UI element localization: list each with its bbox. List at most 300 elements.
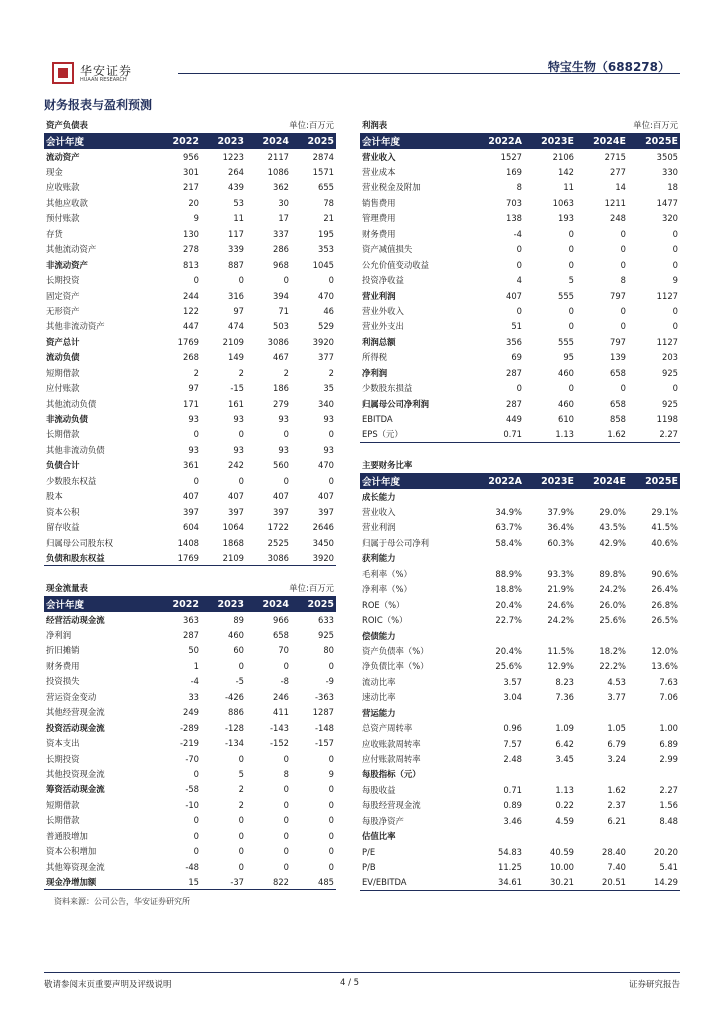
cell-value: 277: [610, 167, 626, 178]
column-header-year: 2023: [201, 596, 246, 611]
row-label: 利润总额: [362, 336, 396, 347]
row-label: 应付账款周转率: [362, 754, 421, 765]
column-header-year: 2022A: [472, 133, 524, 148]
cell-value: 138: [506, 213, 522, 224]
cell-value: 29.0%: [599, 507, 626, 518]
cell-value: 244: [183, 290, 199, 301]
cell-value: 320: [662, 213, 678, 224]
cell-value: 529: [318, 321, 334, 332]
table-title-row: [44, 118, 336, 133]
table-title-row: [44, 581, 336, 596]
cell-value: -37: [201, 874, 246, 889]
cell-value: 0: [283, 830, 289, 841]
table-row: [44, 242, 336, 257]
row-label: 无形资产: [46, 305, 80, 316]
cell-value: 658: [610, 398, 626, 409]
cell-value: 58.4%: [495, 537, 522, 548]
cell-value: 658: [273, 630, 289, 641]
row-label: 负债和股东权益: [44, 550, 156, 565]
table-row: [360, 303, 680, 318]
cell-value: 5: [238, 768, 244, 779]
cell-value: 1223: [222, 151, 244, 162]
table-row: [44, 843, 336, 858]
cell-value: 15: [156, 874, 201, 889]
cell-value: 356: [506, 336, 522, 347]
column-header-year: 2022: [156, 596, 201, 611]
row-label: 归属母公司净利润: [362, 398, 429, 409]
cell-value: [576, 705, 628, 720]
cell-value: 925: [662, 367, 678, 378]
cell-value: 1527: [500, 151, 522, 162]
table-row: [360, 411, 680, 426]
table-row: [360, 365, 680, 380]
cell-value: 3086: [246, 550, 291, 565]
cell-value: 34.9%: [495, 507, 522, 518]
table-title: 现金流量表: [44, 581, 246, 596]
cell-value: 503: [273, 321, 289, 332]
column-header-year: 2025E: [628, 133, 680, 148]
cell-value: 0: [620, 259, 626, 270]
table-row: [44, 627, 336, 642]
cell-value: 1769: [177, 336, 199, 347]
cell-value: 287: [506, 398, 522, 409]
cell-value: 4: [516, 275, 522, 286]
cell-value: 330: [662, 167, 678, 178]
cell-value: 54.83: [498, 846, 522, 857]
cell-value: 3450: [312, 537, 334, 548]
cell-value: 0: [568, 321, 574, 332]
cell-value: 703: [506, 197, 522, 208]
cell-value: 0: [238, 429, 244, 440]
cell-value: 361: [183, 460, 199, 471]
cell-value: 968: [273, 259, 289, 270]
cell-value: 0: [283, 275, 289, 286]
table-row: [44, 458, 336, 473]
cell-value: -9: [325, 676, 334, 687]
cell-value: 287: [506, 367, 522, 378]
table-row: [44, 350, 336, 365]
row-label: 其他非流动负债: [46, 444, 105, 455]
row-label: 营业成本: [362, 167, 396, 178]
cell-value: 78: [323, 197, 334, 208]
row-label: 资本支出: [46, 738, 80, 749]
cell-value: 0: [193, 475, 199, 486]
row-label: ROE（%）: [362, 599, 405, 610]
row-label: 偿债能力: [362, 630, 396, 641]
cell-value: 89: [233, 614, 244, 625]
financial-ratios-table: [360, 458, 680, 891]
cell-value: 71: [278, 305, 289, 316]
cell-value: -4: [513, 228, 522, 239]
table-row: [360, 736, 680, 751]
cell-value: 122: [183, 305, 199, 316]
cell-value: 353: [318, 244, 334, 255]
cell-value: 8: [620, 275, 626, 286]
column-header-year: 2024E: [576, 473, 628, 488]
cell-value: 1.56: [659, 800, 678, 811]
row-label: 其他非流动资产: [46, 321, 105, 332]
row-label: 财务费用: [46, 660, 80, 671]
cell-value: 142: [558, 167, 574, 178]
cell-value: 24.2%: [599, 584, 626, 595]
table-row: [44, 195, 336, 210]
cell-value: 460: [228, 630, 244, 641]
cell-value: 797: [610, 290, 626, 301]
cell-value: 21: [323, 213, 334, 224]
cell-value: 407: [183, 491, 199, 502]
cell-value: 278: [183, 244, 199, 255]
cell-value: 1.13: [555, 784, 574, 795]
cell-value: [472, 767, 524, 782]
cell-value: 0: [672, 305, 678, 316]
cell-value: 4.59: [555, 815, 574, 826]
cell-value: 20: [188, 197, 199, 208]
cell-value: 36.4%: [547, 522, 574, 533]
column-header-year: 2024: [246, 133, 291, 148]
cell-value: [576, 829, 628, 844]
cell-value: 555: [558, 336, 574, 347]
cell-value: 813: [183, 259, 199, 270]
table-unit: 单位:百万元: [246, 581, 336, 596]
cell-value: 217: [183, 182, 199, 193]
cell-value: 286: [273, 244, 289, 255]
table-row: [360, 782, 680, 797]
table-row: [360, 164, 680, 179]
cell-value: -134: [224, 738, 244, 749]
cell-value: 339: [228, 244, 244, 255]
row-label: 应收账款: [46, 182, 80, 193]
balance-sheet-table: [44, 118, 336, 566]
cell-value: [576, 767, 628, 782]
cell-value: 17: [278, 213, 289, 224]
table-row: [44, 272, 336, 287]
cell-value: 887: [228, 259, 244, 270]
cell-value: 97: [188, 383, 199, 394]
cell-value: 12.0%: [651, 645, 678, 656]
page-number: 4 / 5: [340, 978, 360, 988]
row-label: 少数股东权益: [46, 475, 97, 486]
table-row: [44, 519, 336, 534]
cell-value: [576, 489, 628, 504]
table-row: [360, 705, 680, 720]
row-label: 流动负债: [46, 352, 80, 363]
cell-value: 93.3%: [547, 568, 574, 579]
cell-value: 407: [506, 290, 522, 301]
table-row: [44, 411, 336, 426]
table-row: [44, 859, 336, 874]
table-row: [44, 380, 336, 395]
cell-value: -148: [314, 722, 334, 733]
cell-value: -219: [179, 738, 199, 749]
cell-value: 0: [238, 861, 244, 872]
cell-value: 407: [318, 491, 334, 502]
table-row: [360, 288, 680, 303]
cell-value: 20.4%: [495, 645, 522, 656]
cell-value: 604: [183, 522, 199, 533]
cell-value: 340: [318, 398, 334, 409]
cell-value: 0: [193, 830, 199, 841]
table-title-row: [360, 458, 680, 473]
cell-value: 0: [193, 846, 199, 857]
cell-value: 0: [568, 305, 574, 316]
row-label: 长期借款: [46, 815, 80, 826]
cell-value: 0: [238, 275, 244, 286]
cell-value: 1045: [312, 259, 334, 270]
table-row: [44, 489, 336, 504]
cell-value: [472, 489, 524, 504]
row-label: 其他流动负债: [46, 398, 97, 409]
table-row: [360, 504, 680, 519]
cell-value: 0.71: [472, 427, 524, 442]
table-row: [44, 442, 336, 457]
cell-value: -363: [314, 691, 334, 702]
cell-value: 3.57: [503, 676, 522, 687]
cell-value: [524, 829, 576, 844]
cell-value: 0: [193, 429, 199, 440]
table-header-row: [360, 133, 680, 148]
row-label: 营业利润: [362, 522, 396, 533]
row-label: 公允价值变动收益: [362, 259, 429, 270]
cell-value: 1: [193, 660, 199, 671]
column-header-year: 2025: [291, 596, 336, 611]
cell-value: 0: [620, 383, 626, 394]
cell-value: 0: [328, 429, 334, 440]
cell-value: 80: [323, 645, 334, 656]
cell-value: 966: [273, 614, 289, 625]
cell-value: 2.48: [503, 754, 522, 765]
cell-value: [576, 551, 628, 566]
cell-value: 467: [273, 352, 289, 363]
cell-value: 394: [273, 290, 289, 301]
cell-value: 11.25: [498, 862, 522, 873]
cell-value: 610: [558, 414, 574, 425]
cell-value: 0: [568, 228, 574, 239]
table-row: [44, 643, 336, 658]
table-row: [44, 535, 336, 550]
cell-value: 0: [672, 383, 678, 394]
cell-value: 12.9%: [547, 661, 574, 672]
table-title: 主要财务比率: [360, 458, 576, 473]
row-label: 非流动资产: [46, 259, 88, 270]
table-row: [360, 180, 680, 195]
cell-value: 18.8%: [495, 584, 522, 595]
cell-value: 0: [238, 830, 244, 841]
row-label: 归属母公司股东权: [46, 537, 113, 548]
table-row: [44, 303, 336, 318]
cell-value: 264: [228, 167, 244, 178]
cell-value: 407: [228, 491, 244, 502]
stock-name: 特宝生物（688278）: [547, 60, 670, 74]
cell-value: [472, 551, 524, 566]
table-row: [44, 319, 336, 334]
cell-value: 0: [620, 321, 626, 332]
cell-value: 0: [328, 784, 334, 795]
cell-value: [628, 489, 680, 504]
row-label: 每股净资产: [362, 815, 404, 826]
cell-value: 1408: [177, 537, 199, 548]
cell-value: -10: [185, 799, 199, 810]
cell-value: 203: [662, 352, 678, 363]
cell-value: 248: [610, 213, 626, 224]
column-header-year: 2023E: [524, 473, 576, 488]
table-row: [44, 813, 336, 828]
table-row: [360, 829, 680, 844]
cell-value: 0: [672, 244, 678, 255]
cell-value: 301: [183, 167, 199, 178]
table-row: [44, 705, 336, 720]
cell-value: 956: [183, 151, 199, 162]
table-unit: 单位:百万元: [246, 118, 336, 133]
row-label: 营运资金变动: [46, 691, 97, 702]
cell-value: 25.6%: [599, 615, 626, 626]
cell-value: 13.6%: [651, 661, 678, 672]
logo-english: HUAAN RESEARCH: [80, 77, 127, 83]
row-label: EPS（元）: [360, 427, 472, 442]
cell-value: 268: [183, 352, 199, 363]
cell-value: -15: [230, 383, 244, 394]
cell-value: 0: [283, 799, 289, 810]
cell-value: 658: [610, 367, 626, 378]
cell-value: 70: [278, 645, 289, 656]
cell-value: 2646: [312, 522, 334, 533]
cell-value: 1.05: [607, 723, 626, 734]
row-label: 资产减值损失: [362, 244, 413, 255]
cell-value: -128: [224, 722, 244, 733]
cell-value: 2109: [222, 336, 244, 347]
cell-value: 20.51: [576, 875, 628, 890]
cell-value: 1769: [156, 550, 201, 565]
cell-value: 42.9%: [599, 537, 626, 548]
row-label: 其他筹资现金流: [46, 861, 105, 872]
row-label: P/E: [362, 846, 376, 857]
cell-value: 0: [193, 768, 199, 779]
table-title: 资产负债表: [44, 118, 246, 133]
cell-value: 26.5%: [651, 615, 678, 626]
table-row: [360, 612, 680, 627]
cell-value: 2: [328, 367, 334, 378]
table-row: [360, 535, 680, 550]
logo-name: 华安证券: [80, 64, 133, 78]
table-row: [44, 797, 336, 812]
cell-value: 9: [193, 213, 199, 224]
table-row: [44, 828, 336, 843]
row-label: 现金: [46, 167, 63, 178]
cell-value: 2525: [267, 537, 289, 548]
cell-value: 0: [328, 861, 334, 872]
cell-value: 3086: [267, 336, 289, 347]
row-label: 营业外支出: [362, 321, 404, 332]
table-row: [360, 380, 680, 395]
row-label: 长期投资: [46, 275, 80, 286]
row-label: 估值比率: [362, 831, 396, 842]
table-header-row: [44, 596, 336, 611]
cell-value: 20.20: [654, 846, 678, 857]
table-title: 利润表: [360, 118, 576, 133]
column-header-year: 2022A: [472, 473, 524, 488]
footnote-source: 资料来源：公司公告，华安证券研究所: [54, 897, 190, 906]
row-label: 其他流动资产: [46, 244, 97, 255]
cell-value: 0: [620, 305, 626, 316]
row-label: 其他经营现金流: [46, 707, 105, 718]
row-label: 投资损失: [46, 676, 80, 687]
cell-value: 139: [610, 352, 626, 363]
cell-value: 8.48: [659, 815, 678, 826]
row-label: 流动资产: [46, 151, 80, 162]
cell-value: 51: [511, 321, 522, 332]
cell-value: 161: [228, 398, 244, 409]
row-label: P/B: [362, 862, 376, 873]
cell-value: 3505: [656, 151, 678, 162]
cell-value: 0: [620, 244, 626, 255]
cell-value: 287: [183, 630, 199, 641]
cell-value: 0: [283, 475, 289, 486]
cell-value: 93: [323, 444, 334, 455]
cell-value: 7.63: [659, 676, 678, 687]
table-title-row: [360, 118, 680, 133]
row-label: 负债合计: [46, 460, 80, 471]
table-row: [360, 582, 680, 597]
cell-value: [524, 551, 576, 566]
cell-value: 186: [273, 383, 289, 394]
cell-value: 460: [558, 367, 574, 378]
cell-value: 40.59: [550, 846, 574, 857]
cell-value: 90.6%: [651, 568, 678, 579]
cell-value: [472, 705, 524, 720]
cell-value: 195: [318, 228, 334, 239]
cell-value: 26.8%: [651, 599, 678, 610]
cell-value: 0.96: [503, 723, 522, 734]
cell-value: 0: [328, 753, 334, 764]
cell-value: 0: [516, 244, 522, 255]
cell-value: 8: [516, 182, 522, 193]
cell-value: 925: [318, 630, 334, 641]
cell-value: 0: [283, 753, 289, 764]
cell-value: 28.40: [602, 846, 626, 857]
cell-value: 0: [672, 228, 678, 239]
page-header: [44, 56, 680, 88]
row-label: EBITDA: [362, 414, 393, 425]
table-row: [44, 226, 336, 241]
cell-value: 35: [323, 383, 334, 394]
table-row: [360, 520, 680, 535]
cell-value: 0: [238, 753, 244, 764]
table-row: [44, 766, 336, 781]
table-row: [360, 859, 680, 874]
cell-value: 470: [318, 290, 334, 301]
cell-value: 447: [183, 321, 199, 332]
cell-value: 1064: [222, 522, 244, 533]
cell-value: -152: [269, 738, 289, 749]
cell-value: 9: [328, 768, 334, 779]
cell-value: 2117: [267, 151, 289, 162]
cell-value: 460: [558, 398, 574, 409]
cell-value: 2715: [604, 151, 626, 162]
row-label: 营运能力: [362, 707, 396, 718]
cell-value: [524, 628, 576, 643]
footer-disclaimer: 敬请参阅末页重要声明及评级说明: [44, 980, 172, 990]
cell-value: 7.57: [503, 738, 522, 749]
cell-value: 0: [283, 660, 289, 671]
table-row: [360, 396, 680, 411]
cell-value: 6.21: [607, 815, 626, 826]
table-row: [360, 242, 680, 257]
cell-value: 279: [273, 398, 289, 409]
cell-value: 14.29: [628, 875, 680, 890]
table-row: [360, 427, 680, 442]
cell-value: 0: [672, 259, 678, 270]
table-row: [360, 597, 680, 612]
table-row: [44, 751, 336, 766]
